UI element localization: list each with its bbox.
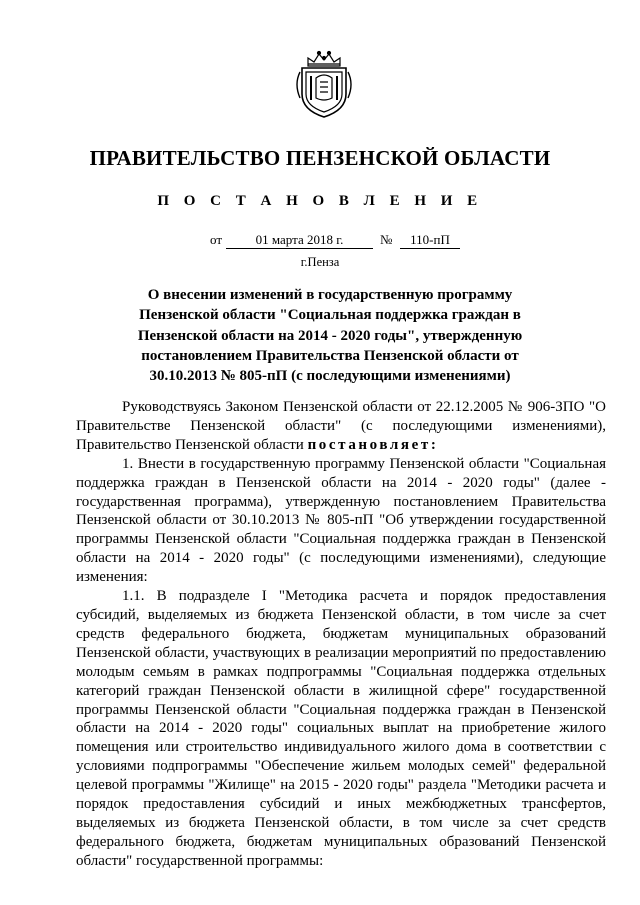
paragraph-1-1: 1.1. В подразделе I "Методика расчета и порядок предоставления субсидий, выделяемых из бюджета Пензенской области, в том числе за счет средств федерального бюджета, бюджетам муниципальных образований Пензенской области, участвующих в реализации мероприятий по предоставлению молодым семьям в рамках подпрограммы "Социальная поддержка отдельных категорий граждан Пензенской области в жилищной сфере" государственной программы Пензенской области "Социальная поддержка граждан в Пензенской области на 2014 - 2020 годы" социальных выплат на приобретение жилого помещения или строительство индивидуального жилого дома в соответствии с условиями подпрограммы "Обеспечение жильем молодых семей" федеральной целевой программы "Жилище" на 2015 - 2020 годы" раздела "Методики расчета и порядок предоставления субсидий и иных межбюджетных трансфертов, выделяемых из бюджета Пензенской области, в том числе за счет средств федерального бюджета, бюджетам муниципальных образований Пензенской области" государственной программы: [76,588,606,869]
number-label: № [380,232,393,247]
document-type: П О С Т А Н О В Л Е Н И Е [157,193,483,209]
document-date: 01 марта 2018 г. [226,232,373,249]
paragraph-preamble: Руководствуясь Законом Пензенской области от 22.12.2005 № 906-ЗПО "О Правительстве Пензенской области" (с последующими изменениями), Правительство Пензенской области постановляет: [76,399,606,453]
document-subject: О внесении изменений в государственную программу Пензенской области "Социальная поддержка граждан в Пензенской области на 2014 - 2020 годы", утвержденную постановлением Правительства Пензенской области от 30.10.2013 № 805-пП (с последующими изменениями) [137,287,523,385]
government-title: ПРАВИТЕЛЬСТВО ПЕНЗЕНСКОЙ ОБЛАСТИ [89,146,551,170]
coat-of-arms-icon [294,50,354,120]
document-number: 110-пП [400,232,460,249]
paragraph-1: 1. Внести в государственную программу Пензенской области "Социальная поддержка граждан в Пензенской области на 2014 - 2020 годы" (далее - государственная программа), утвержденную постановлением Правительства Пензенской области от 30.10.2013 № 805-пП "Об утверждении государственной программы Пензенской области "Социальная поддержка граждан в Пензенской области на 2014 - 2020 годы" (с последующими изменениями), следующие изменения: [76,455,606,586]
decree-keyword: постановляет: [307,436,439,453]
city: г.Пенза [300,255,340,269]
from-label: от [210,232,223,247]
document-body [76,398,606,871]
date-number-line [0,232,640,250]
